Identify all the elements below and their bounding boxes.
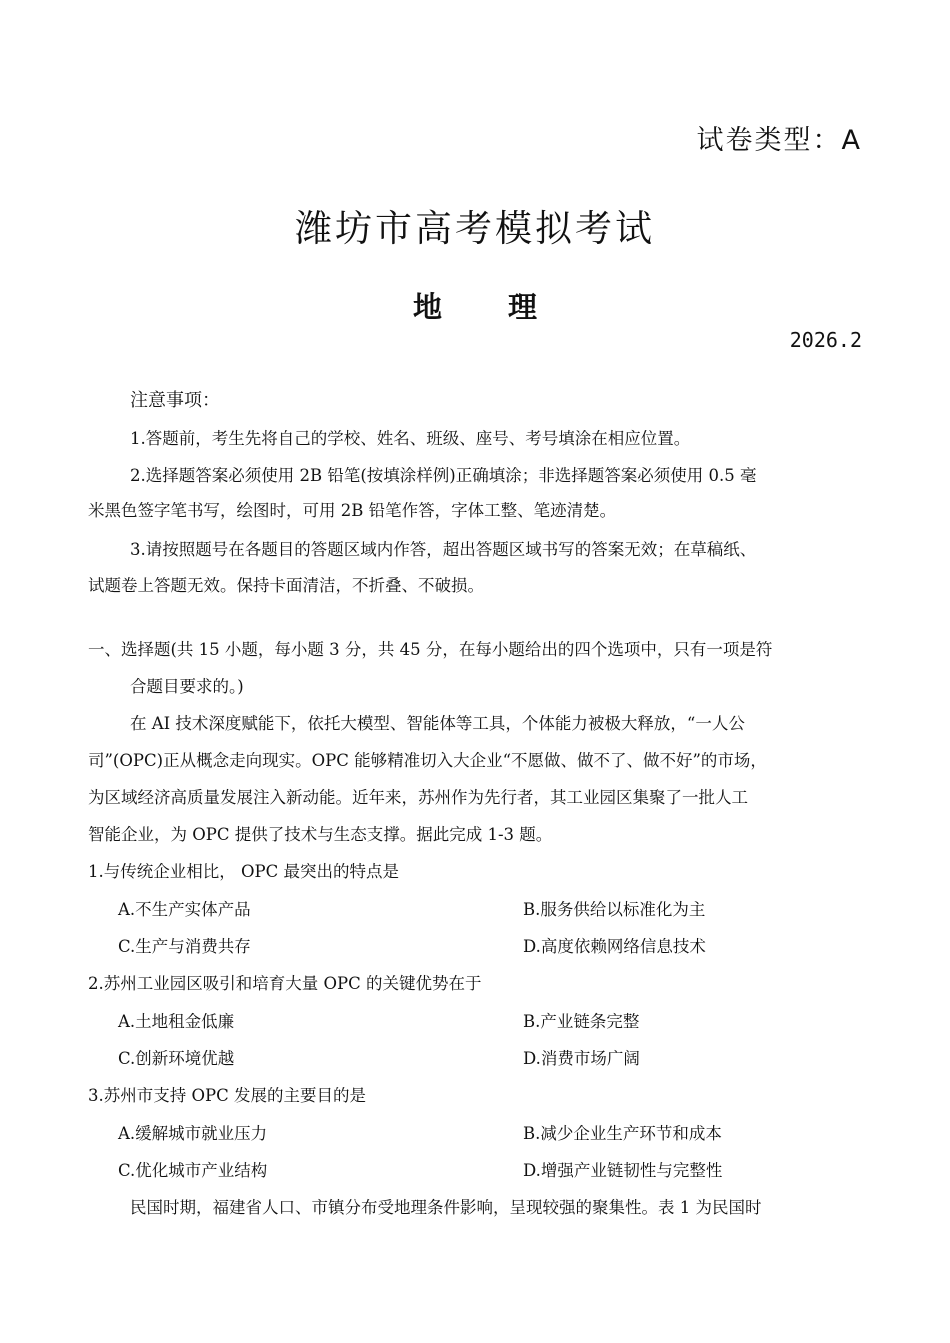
exam-type-label: 试卷类型：A (696, 125, 862, 156)
section-heading-line-1: 一、选择题(共 15 小题，每小题 3 分，共 45 分，在每小题给出的四个选项中，只有一项是符 (88, 640, 773, 659)
note-item-2-line-2: 米黑色签字笔书写，绘图时，可用 2B 铅笔作答，字体工整、笔迹清楚。 (88, 501, 617, 520)
passage-1-line-2: 司”(OPC)正从概念走向现实。OPC 能够精准切入大企业“不愿做、做不了、做不好”的市场， (88, 751, 767, 770)
question-2-option-d: D.消费市场广阔 (523, 1049, 640, 1068)
question-3-option-b: B.减少企业生产环节和成本 (523, 1124, 722, 1143)
note-item-3-line-2: 试题卷上答题无效。保持卡面清洁，不折叠、不破损。 (88, 576, 484, 595)
exam-date: 2026.2 (789, 328, 862, 352)
question-3-option-d: D.增强产业链韧性与完整性 (523, 1161, 723, 1180)
subject-char-1: 地 (412, 290, 442, 324)
question-1-option-b: B.服务供给以标准化为主 (523, 900, 706, 919)
question-2-option-a: A.土地租金低廉 (118, 1012, 235, 1031)
question-1-option-a: A.不生产实体产品 (118, 900, 251, 919)
passage-1-line-4: 智能企业，为 OPC 提供了技术与生态支撑。据此完成 1-3 题。 (88, 825, 553, 844)
question-2-option-c: C.创新环境优越 (118, 1049, 235, 1068)
question-1-option-d: D.高度依赖网络信息技术 (523, 937, 706, 956)
question-3-option-a: A.缓解城市就业压力 (118, 1124, 268, 1143)
notes-heading: 注意事项： (130, 390, 220, 411)
question-1-stem: 1.与传统企业相比， OPC 最突出的特点是 (88, 862, 399, 881)
note-item-3-line-1: 3.请按照题号在各题目的答题区域内作答，超出答题区域书写的答案无效；在草稿纸、 (130, 540, 757, 559)
question-3-option-c: C.优化城市产业结构 (118, 1161, 268, 1180)
passage-1-line-3: 为区域经济高质量发展注入新动能。近年来，苏州作为先行者，其工业园区集聚了一批人工 (88, 788, 748, 807)
question-2-option-b: B.产业链条完整 (523, 1012, 640, 1031)
question-3-stem: 3.苏州市支持 OPC 发展的主要目的是 (88, 1086, 366, 1105)
note-item-2-line-1: 2.选择题答案必须使用 2B 铅笔(按填涂样例)正确填涂；非选择题答案必须使用 0.5 毫 (130, 466, 757, 485)
passage-1-line-1: 在 AI 技术深度赋能下，依托大模型、智能体等工具，个体能力被极大释放，“一人公 (130, 714, 745, 733)
passage-2-line-1: 民国时期，福建省人口、市镇分布受地理条件影响，呈现较强的聚集性。表 1 为民国时 (130, 1198, 762, 1217)
page-title: 潍坊市高考模拟考试 (295, 207, 655, 250)
subject-title (0, 285, 950, 326)
question-1-option-c: C.生产与消费共存 (118, 937, 251, 956)
question-2-stem: 2.苏州工业园区吸引和培育大量 OPC 的关键优势在于 (88, 974, 482, 993)
section-heading-line-2: 合题目要求的。) (130, 677, 244, 696)
subject-char-2: 理 (508, 290, 538, 324)
note-item-1: 1.答题前，考生先将自己的学校、姓名、班级、座号、考号填涂在相应位置。 (130, 429, 691, 448)
